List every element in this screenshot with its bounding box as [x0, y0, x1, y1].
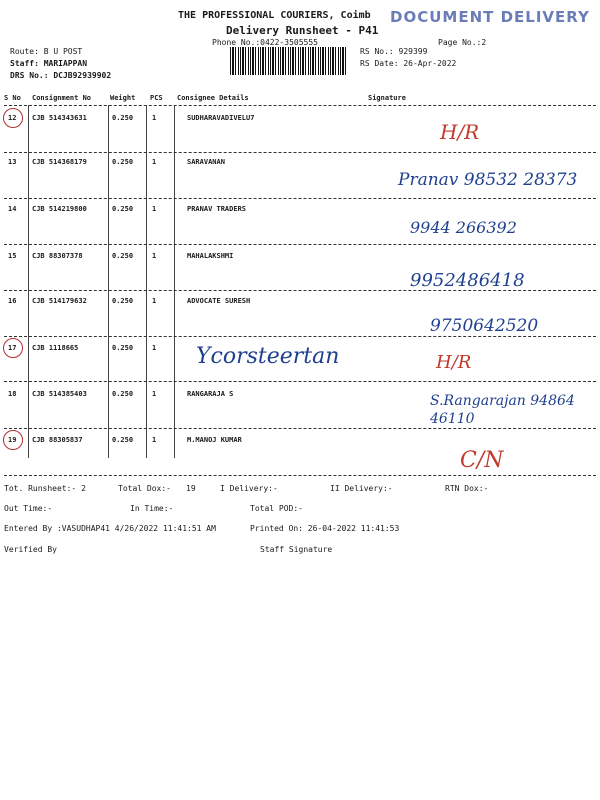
signature-handwritten: 9750642520 — [430, 316, 539, 336]
row-sno: 16 — [8, 297, 17, 305]
row-sno: 12 — [8, 114, 17, 122]
tot-runsheet: Tot. Runsheet:- 2 — [4, 484, 86, 493]
row-consignment: CJB 88307378 — [32, 252, 83, 260]
col-pcs: PCS — [150, 94, 163, 102]
row-divider — [4, 336, 596, 337]
grid-line — [146, 105, 147, 458]
row-weight: 0.250 — [112, 158, 134, 166]
signature-handwritten: H/R — [436, 352, 472, 373]
drs-number: DRS No.: DCJB92939902 — [10, 71, 112, 80]
row-consignment: CJB 514343631 — [32, 114, 87, 122]
row-divider — [4, 428, 596, 429]
row-consignee: SARAVANAN — [187, 158, 225, 166]
col-consignment: Consignment No — [32, 94, 92, 102]
phone-number: Phone No.:0422-3505555 — [212, 38, 318, 47]
row-consignee: MAHALAKSHMI — [187, 252, 234, 260]
entered-by: Entered By :VASUDHAP41 4/26/2022 11:41:51 AM — [4, 524, 216, 533]
header-divider — [4, 105, 596, 106]
col-signature: Signature — [368, 94, 406, 102]
row-sno: 15 — [8, 252, 17, 260]
row-pcs: 1 — [152, 390, 157, 398]
row-consignee: PRANAV TRADERS — [187, 205, 247, 213]
row-consignee: M.MANOJ KUMAR — [187, 436, 242, 444]
grid-line — [108, 105, 109, 458]
signature-handwritten: 9952486418 — [410, 270, 525, 291]
grid-line — [28, 105, 29, 458]
runsheet-title: Delivery Runsheet - P41 — [226, 24, 379, 37]
signature-handwritten: C/N — [460, 448, 504, 473]
rtn-dox: RTN Dox:- — [445, 484, 489, 493]
row-pcs: 1 — [152, 252, 157, 260]
row-weight: 0.250 — [112, 436, 134, 444]
total-pod: Total POD:- — [250, 504, 303, 513]
row-consignment: CJB 514219800 — [32, 205, 87, 213]
row-divider — [4, 290, 596, 291]
row-sno: 17 — [8, 344, 17, 352]
row-pcs: 1 — [152, 158, 157, 166]
i-delivery: I Delivery:- — [220, 484, 278, 493]
col-consignee: Consignee Details — [177, 94, 249, 102]
row-divider — [4, 198, 596, 199]
row-weight: 0.250 — [112, 344, 134, 352]
row-divider — [4, 152, 596, 153]
total-dox-label: Total Dox:- — [118, 484, 171, 493]
signature-handwritten: Pranav 98532 28373 — [398, 170, 578, 190]
row-consignment: CJB 1118665 — [32, 344, 79, 352]
page-number: Page No.:2 — [438, 38, 487, 47]
ii-delivery: II Delivery:- — [330, 484, 393, 493]
rs-date: RS Date: 26-Apr-2022 — [360, 59, 457, 68]
row-sno: 18 — [8, 390, 17, 398]
barcode — [230, 47, 348, 75]
row-sno: 13 — [8, 158, 17, 166]
in-time: In Time:- — [130, 504, 174, 513]
col-weight: Weight — [110, 94, 136, 102]
row-divider — [4, 475, 596, 476]
row-divider — [4, 381, 596, 382]
row-weight: 0.250 — [112, 114, 134, 122]
document-delivery-stamp: DOCUMENT DELIVERY — [390, 8, 590, 26]
row-consignment: CJB 514179632 — [32, 297, 87, 305]
signature-handwritten: S.Rangarajan 94864 46110 — [430, 393, 575, 427]
route: Route: B U POST — [10, 47, 83, 56]
signature-handwritten: 9944 266392 — [410, 218, 517, 237]
row-weight: 0.250 — [112, 390, 134, 398]
grid-line — [174, 105, 175, 458]
row-consignee: ADVOCATE SURESH — [187, 297, 251, 305]
row-sno: 19 — [8, 436, 17, 444]
row-pcs: 1 — [152, 297, 157, 305]
col-sno: S No — [4, 94, 21, 102]
company-title: THE PROFESSIONAL COURIERS, Coimb — [178, 10, 371, 21]
row-weight: 0.250 — [112, 297, 134, 305]
row-weight: 0.250 — [112, 205, 134, 213]
rs-number: RS No.: 929399 — [360, 47, 428, 56]
row-pcs: 1 — [152, 205, 157, 213]
row-consignment: CJB 514385403 — [32, 390, 87, 398]
out-time: Out Time:- — [4, 504, 53, 513]
printed-on: Printed On: 26-04-2022 11:41:53 — [250, 524, 400, 533]
row-divider — [4, 244, 596, 245]
verified-by: Verified By — [4, 545, 57, 554]
row-consignee: SUDHARAVADIVELU7 — [187, 114, 255, 122]
row-consignment: CJB 88305837 — [32, 436, 83, 444]
row-weight: 0.250 — [112, 252, 134, 260]
row-consignment: CJB 514368179 — [32, 158, 87, 166]
staff-signature: Staff Signature — [260, 545, 333, 554]
signature-handwritten: H/R — [440, 120, 480, 144]
handwritten-consignee-name: Ycorsteertan — [196, 344, 340, 369]
total-dox-value: 19 — [186, 484, 196, 493]
row-pcs: 1 — [152, 436, 157, 444]
row-sno: 14 — [8, 205, 17, 213]
row-pcs: 1 — [152, 344, 157, 352]
row-pcs: 1 — [152, 114, 157, 122]
row-consignee: RANGARAJA S — [187, 390, 234, 398]
staff: Staff: MARIAPPAN — [10, 59, 88, 68]
